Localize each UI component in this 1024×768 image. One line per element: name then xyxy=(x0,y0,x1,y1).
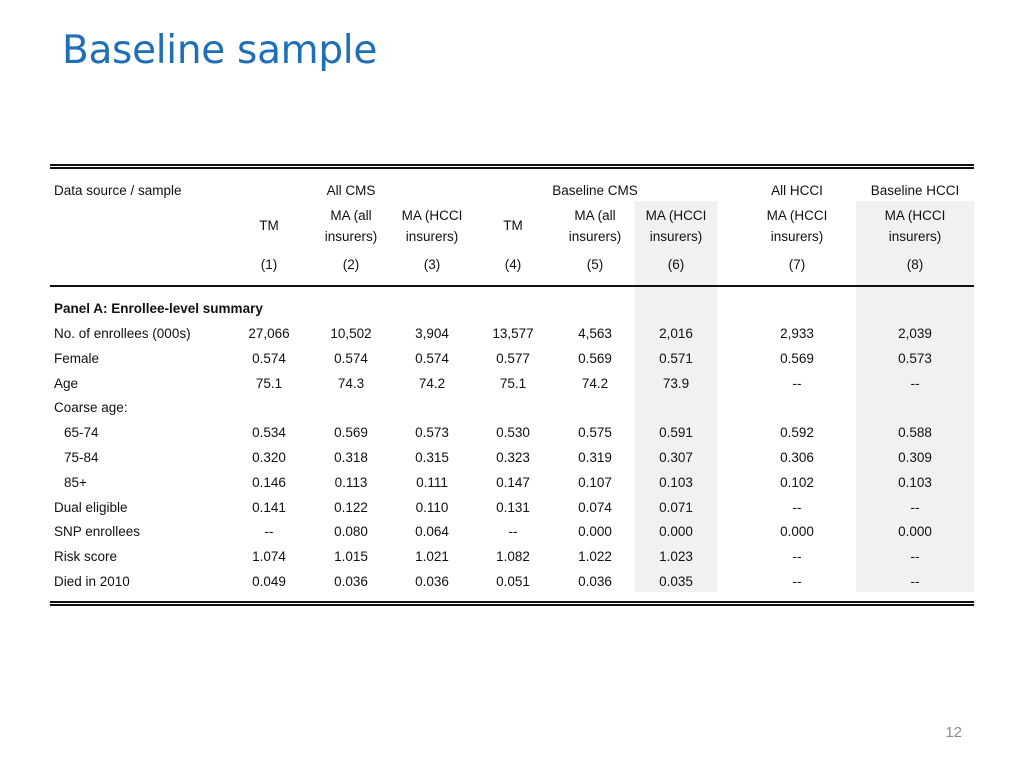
panel-title: Panel A: Enrollee-level summary xyxy=(54,301,263,316)
table-cell: 0.320 xyxy=(252,450,286,465)
table-cell: -- xyxy=(910,499,920,515)
table-cell: 0.315 xyxy=(415,450,449,465)
table-cell: 0.588 xyxy=(898,425,932,441)
table-cell: 1.023 xyxy=(659,549,693,565)
table-cell: 0.071 xyxy=(659,499,693,515)
row-label: Died in 2010 xyxy=(54,574,130,589)
table-cell: 0.574 xyxy=(252,350,286,366)
table-cell: 0.074 xyxy=(578,499,612,515)
table-cell: 27,066 xyxy=(248,326,290,341)
row-label: Dual eligible xyxy=(54,499,128,515)
table-cell: -- xyxy=(508,524,518,540)
top-rule-1 xyxy=(50,164,974,166)
table-cell: -- xyxy=(910,574,920,589)
table-cell: 0.569 xyxy=(780,350,814,366)
table-cell: 0.318 xyxy=(334,450,368,465)
table-cell: 2,933 xyxy=(780,326,814,341)
table-cell: -- xyxy=(792,549,802,565)
table-cell: -- xyxy=(264,524,274,540)
table-cell: 73.9 xyxy=(662,375,690,391)
table-cell: 0.131 xyxy=(496,499,530,515)
table-cell: -- xyxy=(792,375,802,391)
column-header: TM xyxy=(259,218,279,233)
table-cell: 75.1 xyxy=(499,375,527,391)
table-cell: 0.036 xyxy=(334,574,368,589)
table-cell: 2,016 xyxy=(659,326,693,341)
table-cell: 10,502 xyxy=(330,326,372,341)
group-header: All HCCI xyxy=(771,183,823,198)
row-label: Risk score xyxy=(54,549,118,565)
group-header: Baseline HCCI xyxy=(870,183,960,198)
table-cell: 0.573 xyxy=(415,425,449,441)
column-number: (3) xyxy=(423,257,441,272)
table-cell: 0.035 xyxy=(659,574,693,589)
column-header: MA (all insurers) xyxy=(568,208,622,244)
column-number: (6) xyxy=(667,257,685,272)
table-cell: 74.2 xyxy=(581,375,609,391)
table-cell: 0.049 xyxy=(252,574,286,589)
table-cell: 0.102 xyxy=(780,474,814,490)
column-number: (7) xyxy=(788,257,806,272)
row-label: 75-84 xyxy=(64,450,99,465)
table-cell: 75.1 xyxy=(255,375,283,391)
table-cell: 0.036 xyxy=(415,574,449,589)
column-header: TM xyxy=(503,218,523,233)
table-cell: -- xyxy=(910,549,920,565)
column-number: (2) xyxy=(342,257,360,272)
table-cell: 0.036 xyxy=(578,574,612,589)
header-rule xyxy=(50,285,974,287)
table-cell: 0.141 xyxy=(252,499,286,515)
table-cell: 0.103 xyxy=(898,474,932,490)
table-cell: 0.103 xyxy=(659,474,693,490)
table-cell: -- xyxy=(910,375,920,391)
table-cell: 3,904 xyxy=(415,326,449,341)
table-cell: -- xyxy=(792,499,802,515)
column-header: MA (HCCI insurers) xyxy=(401,208,463,244)
table-cell: 0.592 xyxy=(780,425,814,441)
column-number: (8) xyxy=(906,257,924,272)
row-label: No. of enrollees (000s) xyxy=(54,326,191,341)
table-cell: 0.111 xyxy=(416,474,448,490)
row-label: Coarse age: xyxy=(54,400,128,416)
table-cell: 0.323 xyxy=(496,450,530,465)
table-cell: 0.000 xyxy=(659,524,693,540)
table-cell: 0.107 xyxy=(578,474,612,490)
table-cell: 0.309 xyxy=(898,450,932,465)
column-number: (5) xyxy=(586,257,604,272)
group-header: Baseline CMS xyxy=(552,183,638,198)
table-cell: 1.021 xyxy=(415,549,449,565)
table-cell: 0.147 xyxy=(496,474,530,490)
table-cell: 0.080 xyxy=(334,524,368,540)
column-header: MA (HCCI insurers) xyxy=(884,208,946,244)
table-cell: 0.577 xyxy=(496,350,530,366)
group-header: All CMS xyxy=(326,183,376,198)
table-cell: 0.569 xyxy=(578,350,612,366)
row-label: Age xyxy=(54,375,79,391)
table-cell: 0.591 xyxy=(659,425,693,441)
table-cell: 0.319 xyxy=(578,450,612,465)
table-cell: 1.074 xyxy=(252,549,286,565)
top-rule-2 xyxy=(50,167,974,169)
table-cell: 4,563 xyxy=(578,326,612,341)
table-cell: 2,039 xyxy=(898,326,932,341)
table-cell: 0.530 xyxy=(496,425,530,441)
row-label: SNP enrollees xyxy=(54,524,141,540)
table-cell: 1.022 xyxy=(578,549,612,565)
bottom-rule-2 xyxy=(50,604,974,606)
row-label: 65-74 xyxy=(64,425,99,441)
table-cell: 74.2 xyxy=(418,375,446,391)
table-cell: 0.000 xyxy=(578,524,612,540)
table-cell: 1.082 xyxy=(496,549,530,565)
table-cell: 0.574 xyxy=(415,350,449,366)
corner-label: Data source / sample xyxy=(54,183,182,198)
table-cell: 0.000 xyxy=(780,524,814,540)
bottom-rule-1 xyxy=(50,601,974,603)
column-header: MA (all insurers) xyxy=(324,208,378,244)
table-cell: 0.110 xyxy=(415,499,449,515)
table-cell: 0.306 xyxy=(780,450,814,465)
table-cell: 74.3 xyxy=(337,375,365,391)
column-header: MA (HCCI insurers) xyxy=(766,208,828,244)
table-cell: 0.122 xyxy=(334,499,368,515)
table-cell: 0.574 xyxy=(334,350,368,366)
table-cell: 0.569 xyxy=(334,425,368,441)
row-label: 85+ xyxy=(64,474,87,490)
table-cell: 0.571 xyxy=(659,350,693,366)
table-cell: 1.015 xyxy=(334,549,368,565)
table-cell: 0.307 xyxy=(659,450,693,465)
table-cell: 0.113 xyxy=(334,474,368,490)
table-cell: 0.051 xyxy=(496,574,530,589)
column-number: (1) xyxy=(260,257,278,272)
table-cell: 0.000 xyxy=(898,524,932,540)
table-cell: 0.573 xyxy=(898,350,932,366)
table-cell: 0.146 xyxy=(252,474,286,490)
table-cell: 0.064 xyxy=(415,524,449,540)
row-label: Female xyxy=(54,350,100,366)
page-number: 12 xyxy=(945,724,962,741)
table-cell: -- xyxy=(792,574,802,589)
slide-title: Baseline sample xyxy=(62,28,378,73)
table-cell: 0.575 xyxy=(578,425,612,441)
table-cell: 0.534 xyxy=(252,425,286,441)
table-cell: 13,577 xyxy=(492,326,534,341)
column-number: (4) xyxy=(504,257,522,272)
column-header: MA (HCCI insurers) xyxy=(645,208,707,244)
